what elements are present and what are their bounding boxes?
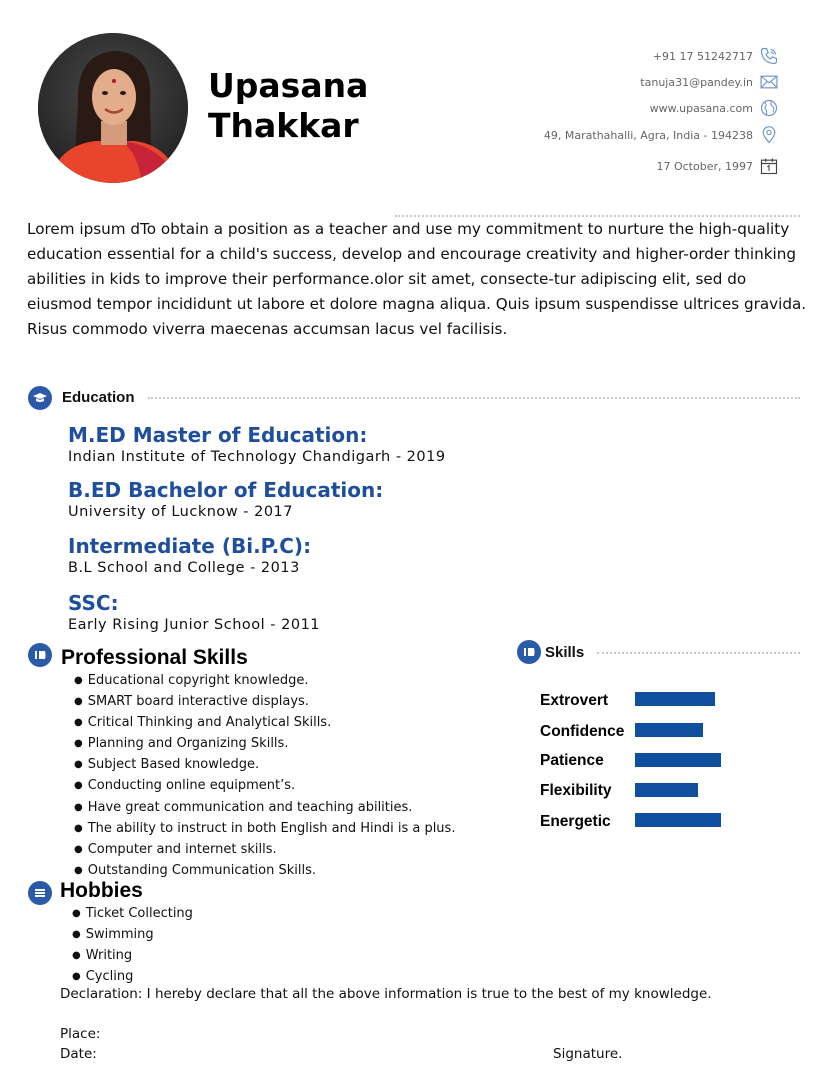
education-institution: University of Lucknow - 2017: [68, 504, 293, 520]
skill-level-bar: [635, 783, 698, 797]
hobbies-list: [72, 904, 193, 988]
contact-website: [650, 96, 779, 120]
toggle-icon: [517, 640, 541, 664]
toggle-icon: [28, 643, 52, 667]
list-item: ● Swimming: [72, 925, 193, 946]
last-name: Thakkar: [208, 106, 359, 145]
list-item: ● Writing: [72, 946, 193, 967]
skills-divider: [597, 652, 800, 654]
list-item: ● Computer and internet skills.: [74, 840, 455, 861]
skill-label: Flexibility: [540, 782, 612, 799]
profile-photo-illustration: [38, 33, 188, 183]
skill-level-bar: [635, 813, 721, 827]
education-degree: M.ED Master of Education:: [68, 423, 368, 447]
skill-level-bar: [635, 723, 703, 737]
location-pin-icon: [759, 125, 779, 145]
mail-icon: [759, 72, 779, 92]
globe-icon: [759, 98, 779, 118]
education-institution: B.L School and College - 2013: [68, 560, 300, 576]
list-item: ● Ticket Collecting: [72, 904, 193, 925]
signature-label: Signature.: [553, 1046, 623, 1062]
skill-level-bar: [635, 692, 715, 706]
skill-level-bar: [635, 753, 721, 767]
full-name: [208, 66, 368, 146]
education-institution: Indian Institute of Technology Chandigarh - 2019: [68, 449, 446, 465]
contact-phone: [653, 44, 779, 68]
education-degree: SSC:: [68, 591, 119, 615]
graduation-cap-icon: [28, 386, 52, 410]
skills-heading: Skills: [545, 644, 585, 661]
skill-label: Confidence: [540, 723, 625, 740]
skill-label: Extrovert: [540, 692, 609, 709]
profile-summary: Lorem ipsum dTo obtain a position as a teacher and use my commitment to nurture the high-quality education essential for a child's success, develop and encourage creativity and higher-order thinking abilities in kids to improve their performance.olor sit amet, consecte-tur adipiscing elit, sed do eiusmod tempor incididunt ut labore et dolore magna aliqua. Quis ipsum suspendisse ultrices gravida. Risus commodo viverra maecenas accumsan lacus vel facilisis.: [27, 220, 807, 338]
education-degree: B.ED Bachelor of Education:: [68, 478, 384, 502]
date-label: Date:: [60, 1046, 97, 1062]
professional-skills-heading: Professional Skills: [61, 646, 248, 669]
education-divider: [148, 397, 800, 399]
place-label: Place:: [60, 1026, 101, 1042]
list-item: ● Have great communication and teaching abilities.: [74, 798, 455, 819]
list-item: ● Outstanding Communication Skills.: [74, 861, 455, 882]
first-name: Upasana: [208, 66, 369, 105]
professional-skills-list: [74, 671, 455, 882]
list-item: ● Critical Thinking and Analytical Skills.: [74, 713, 455, 734]
hobbies-heading: Hobbies: [60, 879, 143, 902]
phone-icon: [759, 46, 779, 66]
list-icon: [28, 881, 52, 905]
list-item: ● Cycling: [72, 967, 193, 988]
list-item: ● SMART board interactive displays.: [74, 692, 455, 713]
list-item: ● Planning and Organizing Skills.: [74, 734, 455, 755]
skill-label: Patience: [540, 752, 604, 769]
list-item: ● The ability to instruct in both English and Hindi is a plus.: [74, 819, 455, 840]
contact-address: [544, 123, 779, 147]
profile-photo: [38, 33, 188, 183]
address-text: 49, Marathahalli, Agra, India - 194238: [543, 128, 753, 142]
list-item: ● Subject Based knowledge.: [74, 755, 455, 776]
education-heading: Education: [62, 389, 135, 406]
education-institution: Early Rising Junior School - 2011: [68, 617, 321, 633]
calendar-icon: [759, 156, 779, 176]
declaration-text: Declaration: I hereby declare that all the above information is true to the best of my knowledge.: [60, 986, 712, 1002]
list-item: ● Conducting online equipment’s.: [74, 776, 455, 797]
contact-email: [640, 70, 779, 94]
skill-label: Energetic: [540, 813, 611, 830]
list-item: ● Educational copyright knowledge.: [74, 671, 455, 692]
email-text: tanuja31@pandey.in: [640, 75, 753, 89]
website-text: www.upasana.com: [649, 101, 753, 115]
phone-text: +91 17 51242717: [652, 49, 753, 63]
education-degree: Intermediate (Bi.P.C):: [68, 534, 312, 558]
dob-text: 17 October, 1997: [656, 159, 753, 173]
contact-dob: [656, 154, 779, 178]
